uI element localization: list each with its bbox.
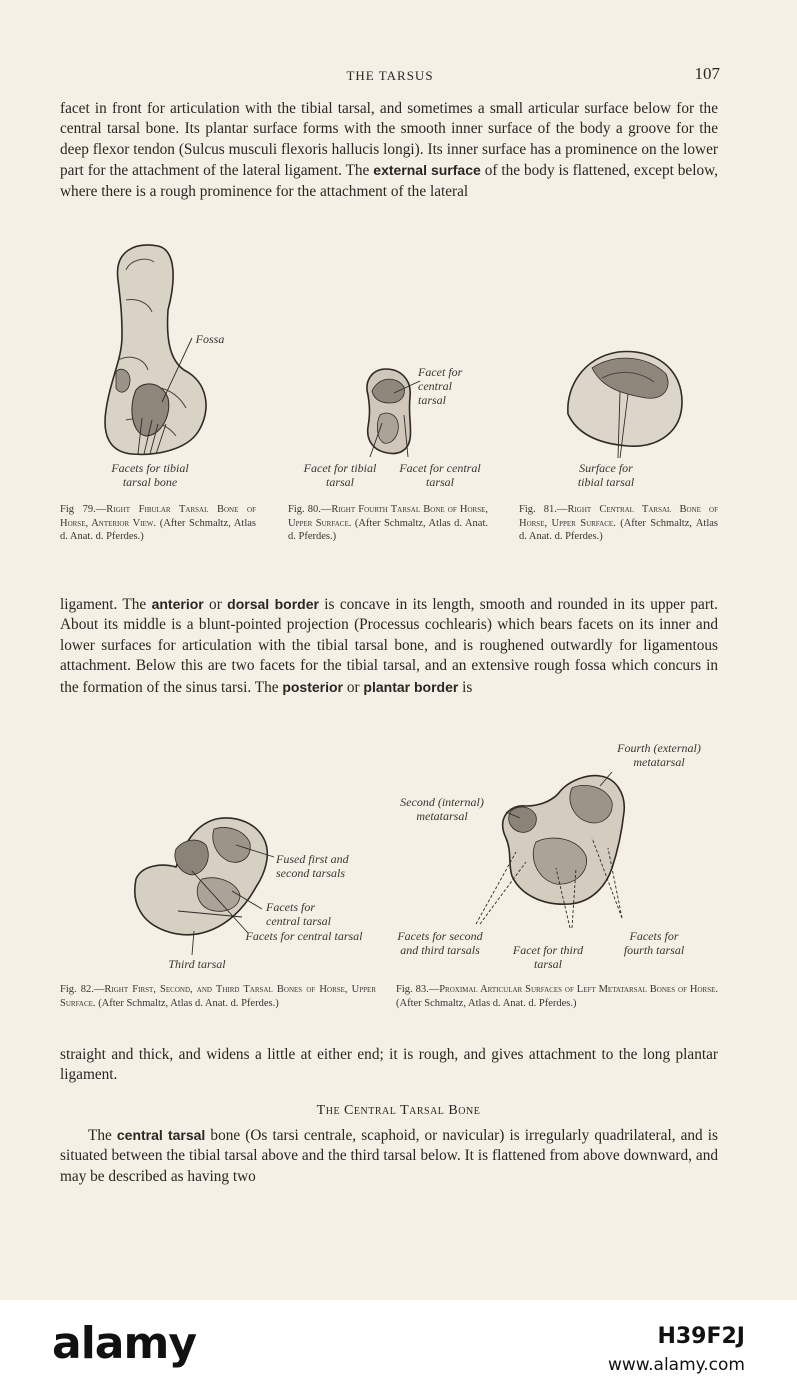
- label-facets-central-tarsal-upper: Facets for central tarsal: [266, 900, 331, 928]
- figure-79-illustration: [96, 240, 216, 460]
- term-dorsal-border: dorsal border: [227, 596, 319, 612]
- figure-80-illustration: [360, 365, 420, 457]
- label-facets-central-tarsal-lower: Facets for central tarsal: [245, 929, 363, 943]
- term-external-surface: external surface: [373, 162, 481, 179]
- brand-logo: alamy: [52, 1318, 196, 1369]
- label-fourth-external-metatarsal: Fourth (external) metatarsal: [617, 741, 701, 769]
- caption-fig-80: Fig. 80.—Right Fourth Tarsal Bone of Horse, Upper Surface. (After Schmaltz, Atlas d. Anat. d. Pferdes.): [288, 504, 488, 542]
- paragraph-4: The central tarsal bone (Os tarsi centrale, scaphoid, or navicular) is irregularly quadrilateral, and is situated between the tibial tarsal above and the third tarsal below. It is flattened from above downward, and may be described as having two: [60, 1127, 718, 1185]
- caption-fig-82: Fig. 82.—Right First, Second, and Third Tarsal Bones of Horse, Upper Surface. (After Schmaltz, Atlas d. Anat. d. Pferdes.): [60, 984, 376, 1009]
- figure-83-illustration: [466, 768, 638, 938]
- stock-watermark-bar: [0, 1300, 797, 1390]
- paragraph-1: facet in front for articulation with the tibial tarsal, and sometimes a small articular surface below for the central tarsal bone. Its plantar surface forms with the smooth inner surface of the body a groove for the deep flexor tendon (Sulcus musculi flexoris hallucis longi). Its inner surface has a prominence on the lower part for the attachment of the lateral ligament. The external surface of the body is flattened, except below, where there is a rough prominence for the attachment of the lateral: [60, 100, 718, 200]
- label-fused-first-second-tarsals: Fused first and second tarsals: [276, 852, 349, 880]
- label-surface-tibial-tarsal: Surface for tibial tarsal: [577, 461, 635, 489]
- paragraph-2: ligament. The anterior or dorsal border is concave in its length, smooth and rounded in its upper part. About its middle is a blunt-pointed projection (Processus cochlearis) which bears facets on its inner and lower surfaces for articulation with the tibial tarsal bone, and is roughened outwardly for ligamentous attachment. Below this are two facets for the tibial tarsal, and an extensive rough fossa which concurs in the formation of the sinus tarsi. The posterior or plantar border is: [60, 596, 718, 696]
- image-code: H39F2J: [657, 1324, 745, 1349]
- figure-81-illustration: [562, 348, 686, 458]
- page-number: 107: [694, 64, 720, 83]
- label-second-internal-metatarsal: Second (internal) metatarsal: [400, 795, 484, 823]
- site-url: www.alamy.com: [607, 1355, 745, 1375]
- term-posterior: posterior: [282, 678, 344, 695]
- caption-fig-83: Fig. 83.—Proximal Articular Surfaces of Left Metatarsal Bones of Horse. (After Schmaltz, Atlas d. Anat. d. Pferdes.): [396, 984, 719, 1009]
- label-facet-central-tarsal-bottom: Facet for central tarsal: [399, 461, 481, 489]
- label-third-tarsal: Third tarsal: [168, 957, 226, 971]
- label-facets-fourth-tarsal: Facets for fourth tarsal: [623, 929, 685, 957]
- caption-fig-79: Fig 79.—Right Fibular Tarsal Bone of Horse, Anterior View. (After Schmaltz, Atlas d. Anat. d. Pferdes.): [60, 504, 256, 542]
- section-heading: The Central Tarsal Bone: [316, 1103, 481, 1118]
- label-facet-central-tarsal-top: Facet for central tarsal: [418, 365, 463, 407]
- term-plantar-border: plantar border: [363, 678, 459, 695]
- caption-fig-81: Fig. 81.—Right Central Tarsal Bone of Horse, Upper Surface. (After Schmaltz, Atlas d. Anat. d. Pferdes.): [519, 504, 718, 542]
- label-fossa: Fossa: [195, 332, 225, 346]
- term-central-tarsal: central tarsal: [116, 1127, 206, 1143]
- running-title: THE TARSUS: [346, 68, 434, 83]
- label-facets-tibial-tarsal-bone: Facets for tibial tarsal bone: [111, 461, 189, 489]
- running-header: [60, 64, 720, 88]
- label-facet-tibial-tarsal: Facet for tibial tarsal: [303, 461, 377, 489]
- label-facets-second-third-tarsals: Facets for second and third tarsals: [397, 929, 483, 957]
- paragraph-3: straight and thick, and widens a little at either end; it is rough, and gives attachment to the long plantar ligament.: [60, 1046, 718, 1084]
- term-anterior: anterior: [151, 596, 204, 612]
- label-facet-third-tarsal: Facet for third tarsal: [512, 943, 584, 971]
